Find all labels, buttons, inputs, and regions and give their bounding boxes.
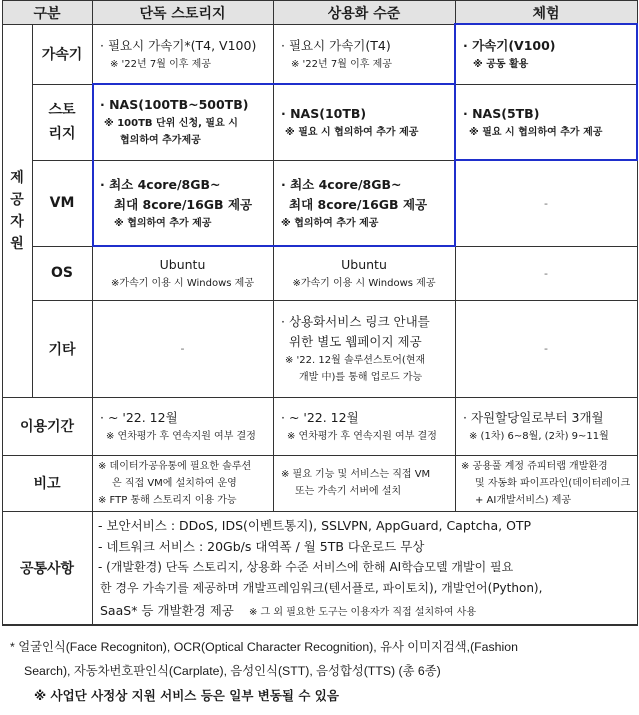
cell-etc-commercial (273, 300, 455, 397)
grid-line (2, 0, 638, 1)
row-label-remarks (2, 455, 92, 511)
header-trial-label: 체험 (532, 5, 560, 22)
row-label-common (2, 511, 92, 624)
cell-remarks-standalone (92, 455, 273, 511)
common-line: - (개발환경) 단독 스토리지, 상용화 수준 서비스에 한해 AI학습모델 개발이 필요 (98, 559, 514, 574)
cell-note: ※ 데이터가공유통에 필요한 솔루션 (98, 460, 252, 472)
group-char: 공 (10, 191, 24, 208)
cell-note: ※ 공용풀 계정 쥬피터랩 개발환경 (461, 460, 608, 472)
cell-period-trial (455, 397, 637, 455)
cell-os-standalone (92, 246, 273, 300)
cell-note: ※ 협의하여 추가 제공 (114, 217, 212, 229)
row-label-text: 비고 (33, 476, 61, 492)
cell-os-commercial (273, 246, 455, 300)
cell-accelerator-commercial (273, 24, 455, 84)
cell-main: Ubuntu (341, 256, 387, 272)
cell-main: 위한 별도 웹페이지 제공 (289, 333, 422, 349)
row-label-text: 리지 (48, 126, 76, 142)
row-label-text: 이용기간 (19, 419, 75, 435)
cell-main: · NAS(5TB) (463, 105, 540, 121)
footnote-star-line-1: * 얼굴인식(Face Recogniton), OCR(Optical Character Recognition), 유사 이미지검색,(Fashion (10, 640, 518, 654)
row-label-text: 가속기 (41, 47, 83, 63)
grid-line (2, 511, 638, 512)
cell-note: ※ 협의하여 추가 제공 (281, 217, 379, 229)
header-commercial-label: 상용화 수준 (327, 5, 401, 22)
cell-main: · NAS(10TB) (281, 105, 367, 121)
cell-main: · 자원할당일로부터 3개월 (463, 409, 604, 425)
header-standalone-label: 단독 스토리지 (139, 5, 226, 22)
cell-main: · 필요시 가속기*(T4, V100) (100, 37, 257, 53)
footnote-star-line-2: Search), 자동차번호판인식(Carplate), 음성인식(STT), 음성합성(TTS) (총 6종) (24, 664, 441, 678)
cell-note: 협의하여 추가제공 (120, 135, 201, 146)
cell-note: ※ 필요 시 협의하여 추가 제공 (469, 126, 603, 138)
cell-note: ※ '22년 7월 이후 제공 (291, 58, 392, 70)
group-char: 자 (10, 213, 24, 230)
cell-vm-trial (455, 160, 637, 246)
cell-main: Ubuntu (159, 256, 206, 272)
grid-line (2, 397, 638, 398)
header-category (2, 1, 92, 24)
row-label-storage (32, 84, 92, 160)
cell-main: 최대 8core/16GB 제공 (114, 196, 253, 212)
highlight-box-trial (454, 23, 638, 161)
cell-period-commercial (273, 397, 455, 455)
cell-note: ※ '22. 12월 솔루션스토어(현재 (285, 354, 426, 366)
cell-main: · 상용화서비스 링크 안내를 (281, 313, 430, 329)
cell-etc-standalone (92, 300, 273, 397)
row-label-text: 스토 (48, 102, 76, 118)
cell-note: 은 직접 VM에 설치하여 운영 (112, 477, 237, 489)
cell-note: 및 자동화 파이프라인(데이터레이크 (475, 477, 631, 489)
highlight-box-standalone-commercial (92, 83, 456, 247)
row-label-text: 기타 (48, 341, 76, 358)
grid-line (273, 0, 274, 511)
group-char: 원 (10, 235, 24, 252)
header-commercial (273, 1, 455, 24)
cell-note: 개발 中)를 통해 업로드 가능 (299, 371, 423, 383)
cell-note: ※ (1차) 6~8월, (2차) 9~11월 (469, 430, 609, 442)
cell-dash: - (544, 342, 548, 355)
grid-line (32, 300, 638, 301)
cell-os-trial (455, 246, 637, 300)
cell-note: ※가속기 이용 시 Windows 제공 (292, 277, 436, 289)
row-label-text: 공통사항 (19, 560, 75, 577)
common-note: ※ 그 외 필요한 도구는 이용자가 직접 설치하여 사용 (248, 606, 476, 618)
grid-line (2, 624, 638, 626)
common-line: - 네트워크 서비스 : 20Gb/s 대역폭 / 월 5TB 다운로드 무상 (98, 538, 425, 554)
cell-dash: - (544, 196, 548, 210)
cell-note: 또는 가속기 서버에 설치 (295, 486, 402, 497)
cell-etc-trial (455, 300, 637, 397)
cell-common (92, 511, 637, 624)
cell-note: ※ 연차평가 후 연속지원 여부 결정 (106, 430, 256, 442)
cell-note: ※ 연차평가 후 연속지원 여부 결정 (287, 430, 437, 442)
header-standalone (92, 1, 273, 24)
cell-main: · 최소 4core/8GB~ (100, 176, 221, 192)
header-trial (455, 1, 637, 24)
cell-main: · NAS(100TB~500TB) (100, 97, 249, 112)
cell-note: ※ 공동 활용 (473, 58, 529, 70)
common-line: 한 경우 가속기를 제공하며 개발프레임워크(텐서플로, 파이토치), 개발언어(Python), (100, 580, 543, 595)
footnote-notice: ※ 사업단 사정상 지원 서비스 등은 일부 변동될 수 있음 (34, 688, 339, 703)
cell-main: · ~ '22. 12월 (281, 409, 359, 425)
row-label-os (32, 246, 92, 300)
cell-main: · ~ '22. 12월 (100, 409, 178, 425)
row-label-accelerator (32, 24, 92, 84)
cell-note: ※가속기 이용 시 Windows 제공 (110, 277, 254, 289)
grid-line (32, 24, 33, 397)
cell-main: · 가속기(V100) (463, 37, 556, 53)
cell-dash: - (180, 342, 185, 355)
common-line: - 보안서비스 : DDoS, IDS(이벤트통지), SSLVPN, AppGuard, Captcha, OTP (98, 517, 532, 533)
cell-note: ※ '22년 7월 이후 제공 (110, 58, 211, 70)
cell-note: ※ FTP 통해 스토리지 이용 가능 (98, 494, 237, 506)
cell-note: ※ 필요 시 협의하여 추가 제공 (285, 126, 419, 138)
cell-main: · 최소 4core/8GB~ (281, 176, 402, 192)
row-label-vm (32, 160, 92, 246)
header-category-label: 구분 (33, 5, 61, 22)
row-label-period (2, 397, 92, 455)
cell-accelerator-standalone (92, 24, 273, 84)
row-label-etc (32, 300, 92, 397)
group-char: 제 (10, 169, 24, 186)
cell-main: · 필요시 가속기(T4) (281, 37, 391, 53)
grid-line (2, 455, 638, 456)
cell-note: ※ 필요 기능 및 서비스는 직접 VM (281, 469, 431, 480)
group-label-provided-resources (2, 24, 32, 397)
cell-period-standalone (92, 397, 273, 455)
row-label-text: VM (49, 195, 75, 211)
cell-main: 최대 8core/16GB 제공 (289, 196, 428, 212)
cell-remarks-trial (455, 455, 637, 511)
grid-line (2, 0, 3, 626)
common-last-line (98, 599, 637, 621)
cell-remarks-commercial (273, 455, 455, 511)
cell-note: ※ 100TB 단위 신청, 필요 시 (104, 118, 238, 129)
common-line: SaaS* 등 개발환경 제공 (100, 602, 234, 618)
cell-dash: - (544, 266, 548, 280)
cell-note: + AI개발서비스) 제공 (475, 494, 572, 506)
row-label-text: OS (51, 265, 73, 281)
